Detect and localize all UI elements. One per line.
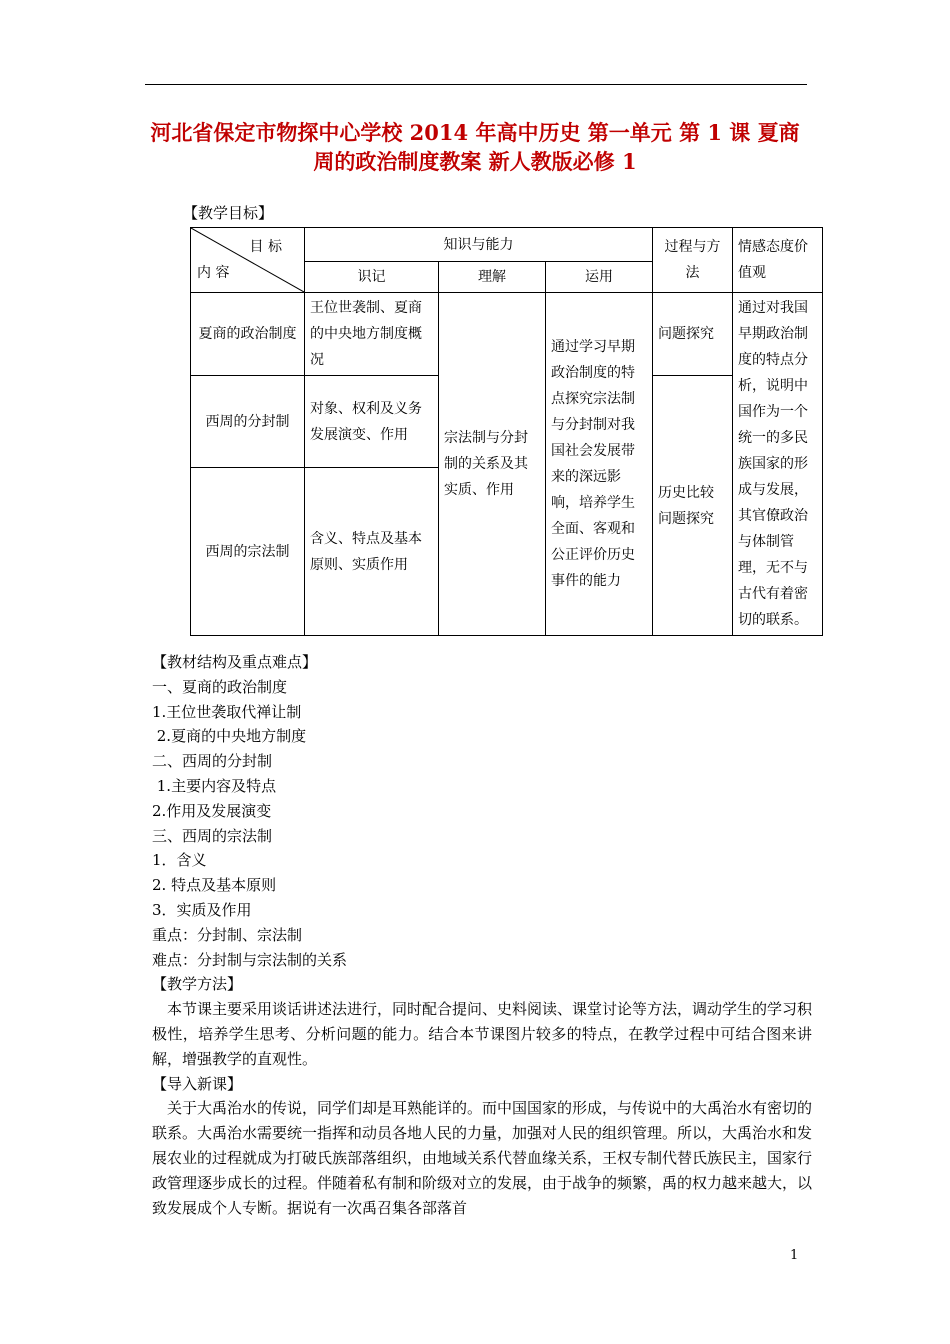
text-line: 重点：分封制、宗法制 <box>152 925 303 944</box>
understand-cell: 宗法制与分封制的关系及其实质、作用 <box>439 293 546 636</box>
page-number: 1 <box>790 1248 799 1263</box>
text-line: 2.夏商的中央地方制度 <box>152 727 307 746</box>
emotion-header: 情感态度价值观 <box>733 228 823 293</box>
text-line: 2. 特点及基本原则 <box>152 876 277 895</box>
goals-table <box>190 227 823 636</box>
remember-fenfeng: 对象、权利及义务发展演变、作用 <box>305 376 439 468</box>
text-line: 【教材结构及重点难点】 <box>152 653 318 671</box>
knowledge-header: 知识与能力 <box>305 228 653 262</box>
emotion-cell: 通过对我国早期政治制度的特点分析，说明中国作为一个统一的多民族国家的形成与发展，其官僚政治与体制管理，无不与古代有着密切的联系。 <box>733 293 823 636</box>
text-line: 难点：分封制与宗法制的关系 <box>152 950 348 969</box>
understand-header: 理解 <box>439 262 546 293</box>
apply-cell: 通过学习早期政治制度的特点探究宗法制与分封制对我国社会发展带来的深远影响，培养学生全面、客观和公正评价历史事件的能力 <box>546 293 653 636</box>
topic-xiashang: 夏商的政治制度 <box>191 293 305 376</box>
process-cell-2: 历史比较问题探究 <box>653 376 733 636</box>
body-text <box>152 650 812 1220</box>
process-header: 过程与方法 <box>653 228 733 293</box>
document-title <box>140 118 810 176</box>
text-line: 1.王位世袭取代禅让制 <box>152 702 302 721</box>
diagonal-header-cell <box>191 228 305 293</box>
text-line: 2.作用及发展演变 <box>152 801 272 820</box>
text-line: 【教学方法】 <box>152 975 243 994</box>
text-line: 1．含义 <box>152 851 207 870</box>
diag-bottom-label: 内 容 <box>197 265 230 281</box>
title-line-1: 河北省保定市物探中心学校 2014 年高中历史 第一单元 第 1 课 夏商 <box>150 120 800 145</box>
text-line: 3．实质及作用 <box>152 900 252 919</box>
intro-paragraph: 关于大禹治水的传说，同学们却是耳熟能详的。而中国国家的形成，与传说中的大禹治水有密切的联系。大禹治水需要统一指挥和动员各地人民的力量，加强对人民的组织管理。所以，大禹治水和发展农业的过程就成为打破氏族部落组织，由地域关系代替血缘关系，王权专制代替氏族民主，国家行政管理逐步成长的过程。伴随着私有制和阶级对立的发展，由于战争的频繁，禹的权力越来越大，以致发展成个人专断。据说有一次禹召集各部落首 <box>152 1099 813 1217</box>
remember-header: 识记 <box>305 262 439 293</box>
text-line: 1.主要内容及特点 <box>152 776 277 795</box>
topic-zongfa: 西周的宗法制 <box>191 468 305 636</box>
text-line: 一、夏商的政治制度 <box>152 677 288 696</box>
intro-label: 【导入新课】 <box>152 1074 243 1093</box>
remember-zongfa: 含义、特点及基本原则、实质作用 <box>305 468 439 636</box>
method-paragraph: 本节课主要采用谈话讲述法进行，同时配合提问、史料阅读、课堂讨论等方法，调动学生的学习积极性，培养学生思考、分析问题的能力。结合本节课图片较多的特点，在教学过程中可结合图来讲解，增强教学的直观性。 <box>152 1000 813 1068</box>
remember-xiashang: 王位世袭制、夏商的中央地方制度概况 <box>305 293 439 376</box>
diag-top-label: 目 标 <box>249 239 282 255</box>
topic-fenfeng: 西周的分封制 <box>191 376 305 468</box>
apply-header: 运用 <box>546 262 653 293</box>
text-line: 二、西周的分封制 <box>152 752 273 771</box>
process-cell-1: 问题探究 <box>653 293 733 376</box>
text-line: 三、西周的宗法制 <box>152 826 273 845</box>
header-rule <box>145 84 807 85</box>
title-line-2: 周的政治制度教案 新人教版必修 1 <box>313 149 637 174</box>
goals-label: 【教学目标】 <box>183 204 274 222</box>
